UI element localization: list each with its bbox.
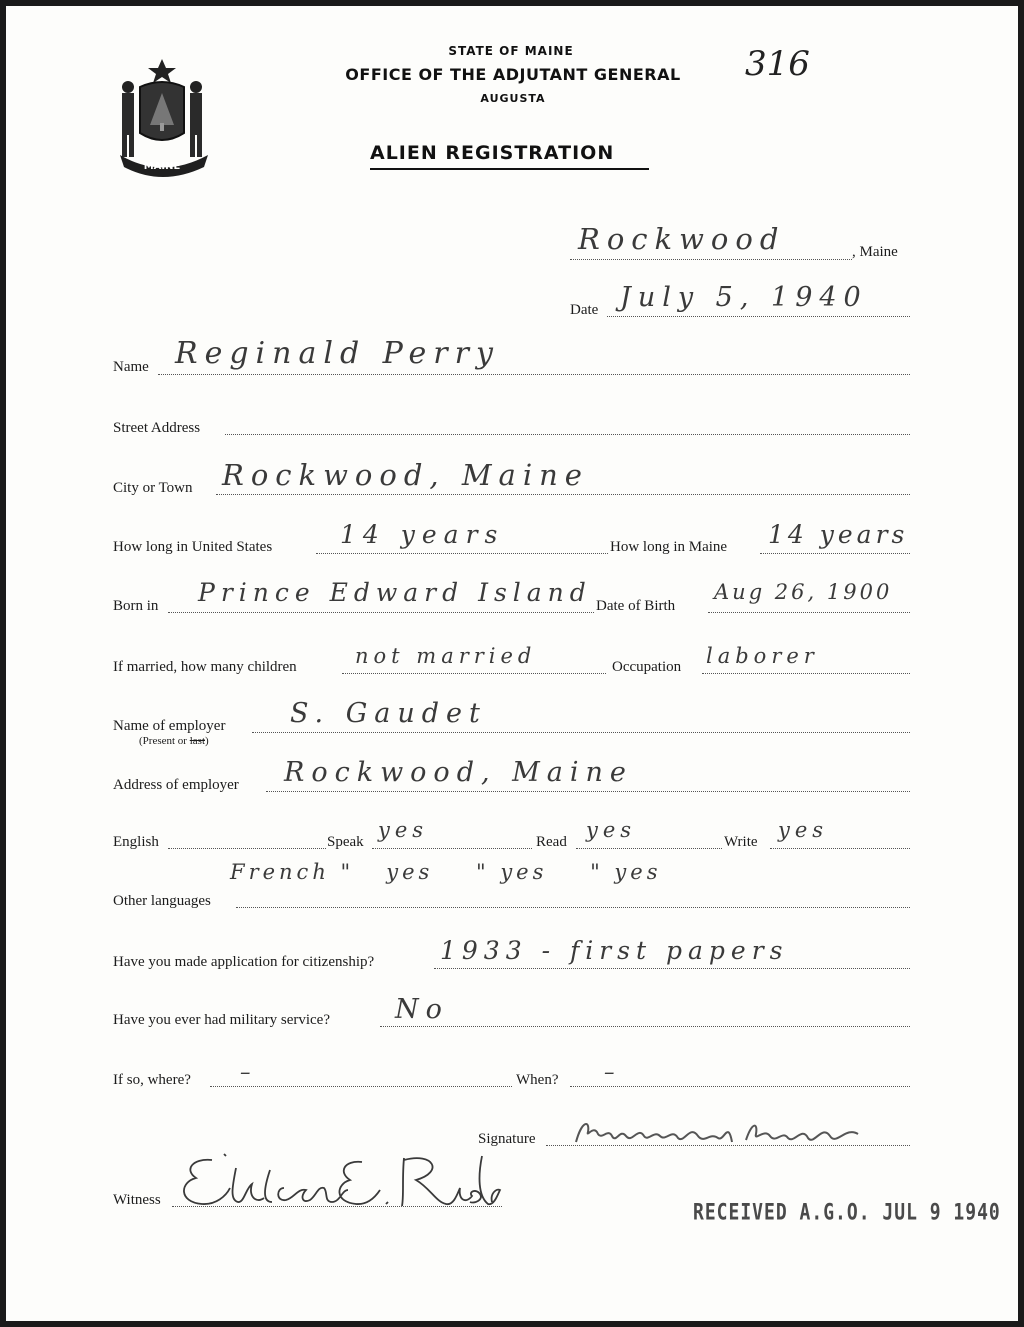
where-dots: [210, 1086, 512, 1087]
name-value: Reginald Perry: [175, 336, 500, 371]
employer-sub-last: last: [189, 735, 205, 747]
employer-label: Name of employer: [113, 718, 226, 734]
write-dots: [770, 848, 910, 849]
other-languages-value: French " yes " yes " yes: [230, 860, 662, 884]
header-office: OFFICE OF THE ADJUTANT GENERAL: [345, 65, 681, 84]
employer-dots: [252, 732, 910, 733]
military-value: No: [395, 994, 449, 1025]
maine-duration-value: 14 years: [768, 520, 909, 549]
header-state: STATE OF MAINE: [448, 44, 574, 58]
document-number: 316: [745, 44, 810, 84]
occupation-dots: [702, 673, 910, 674]
born-value: Prince Edward Island: [198, 578, 592, 607]
employer-value: S. Gaudet: [290, 698, 487, 729]
applicant-signature: [568, 1114, 878, 1154]
seal-ribbon-text: MAINE: [143, 161, 181, 172]
place-suffix-label: , Maine: [852, 244, 898, 260]
city-dots: [216, 494, 910, 495]
when-dots: [570, 1086, 910, 1087]
write-label: Write: [724, 834, 758, 850]
read-value: yes: [586, 818, 637, 842]
employer-sub-or: or: [177, 735, 187, 747]
us-duration-value: 14 years: [340, 520, 505, 549]
where-label: If so, where?: [113, 1072, 191, 1088]
speak-label: Speak: [327, 834, 364, 850]
place-dots: [570, 259, 852, 260]
where-value: –: [240, 1060, 256, 1084]
children-dots: [342, 673, 606, 674]
children-value: not married: [355, 644, 537, 668]
employer-address-label: Address of employer: [113, 777, 239, 793]
name-label: Name: [113, 359, 149, 375]
date-dots: [607, 316, 910, 317]
city-label: City or Town: [113, 480, 193, 496]
english-dots: [168, 848, 326, 849]
name-dots: [158, 374, 910, 375]
date-label: Date: [570, 302, 599, 318]
received-stamp: RECEIVED A.G.O. JUL 9 1940: [693, 1199, 1001, 1226]
header-city: AUGUSTA: [480, 92, 546, 105]
citizenship-value: 1933 - first papers: [440, 936, 789, 965]
dob-label: Date of Birth: [596, 598, 676, 614]
us-duration-label: How long in United States: [113, 539, 273, 555]
form-title: ALIEN REGISTRATION: [370, 142, 615, 164]
born-label: Born in: [113, 598, 159, 614]
employer-sub-present: (Present: [139, 735, 176, 747]
military-label: Have you ever had military service?: [113, 1012, 330, 1028]
occupation-label: Occupation: [612, 659, 682, 675]
read-label: Read: [536, 834, 567, 850]
title-underline: [370, 168, 649, 170]
speak-value: yes: [378, 818, 429, 842]
children-label: If married, how many children: [113, 659, 297, 675]
dob-value: Aug 26, 1900: [714, 580, 893, 604]
date-value: July 5, 1940: [620, 282, 868, 313]
dob-dots: [708, 612, 910, 613]
city-value: Rockwood, Maine: [222, 458, 589, 492]
employer-sub-label: [139, 735, 209, 747]
citizenship-label: Have you made application for citizenship?: [113, 954, 375, 970]
military-dots: [380, 1026, 910, 1027]
when-label: When?: [516, 1072, 559, 1088]
maine-duration-dots: [760, 553, 910, 554]
speak-dots: [372, 848, 532, 849]
write-value: yes: [778, 818, 829, 842]
born-dots: [168, 612, 594, 613]
other-languages-label: Other languages: [113, 893, 211, 909]
other-languages-dots: [236, 907, 910, 908]
witness-label: Witness: [113, 1192, 161, 1208]
when-value: –: [604, 1060, 620, 1084]
street-dots: [225, 434, 910, 435]
street-label: Street Address: [113, 420, 201, 436]
witness-signature: [172, 1148, 502, 1214]
maine-duration-label: How long in Maine: [610, 539, 728, 555]
employer-sub-close: ): [205, 735, 209, 747]
occupation-value: laborer: [706, 644, 819, 668]
citizenship-dots: [434, 968, 910, 969]
signature-label: Signature: [478, 1131, 536, 1147]
employer-address-dots: [266, 791, 910, 792]
english-label: English: [113, 834, 159, 850]
employer-address-value: Rockwood, Maine: [284, 757, 633, 788]
us-duration-dots: [316, 553, 608, 554]
place-value: Rockwood: [578, 222, 786, 256]
read-dots: [576, 848, 722, 849]
